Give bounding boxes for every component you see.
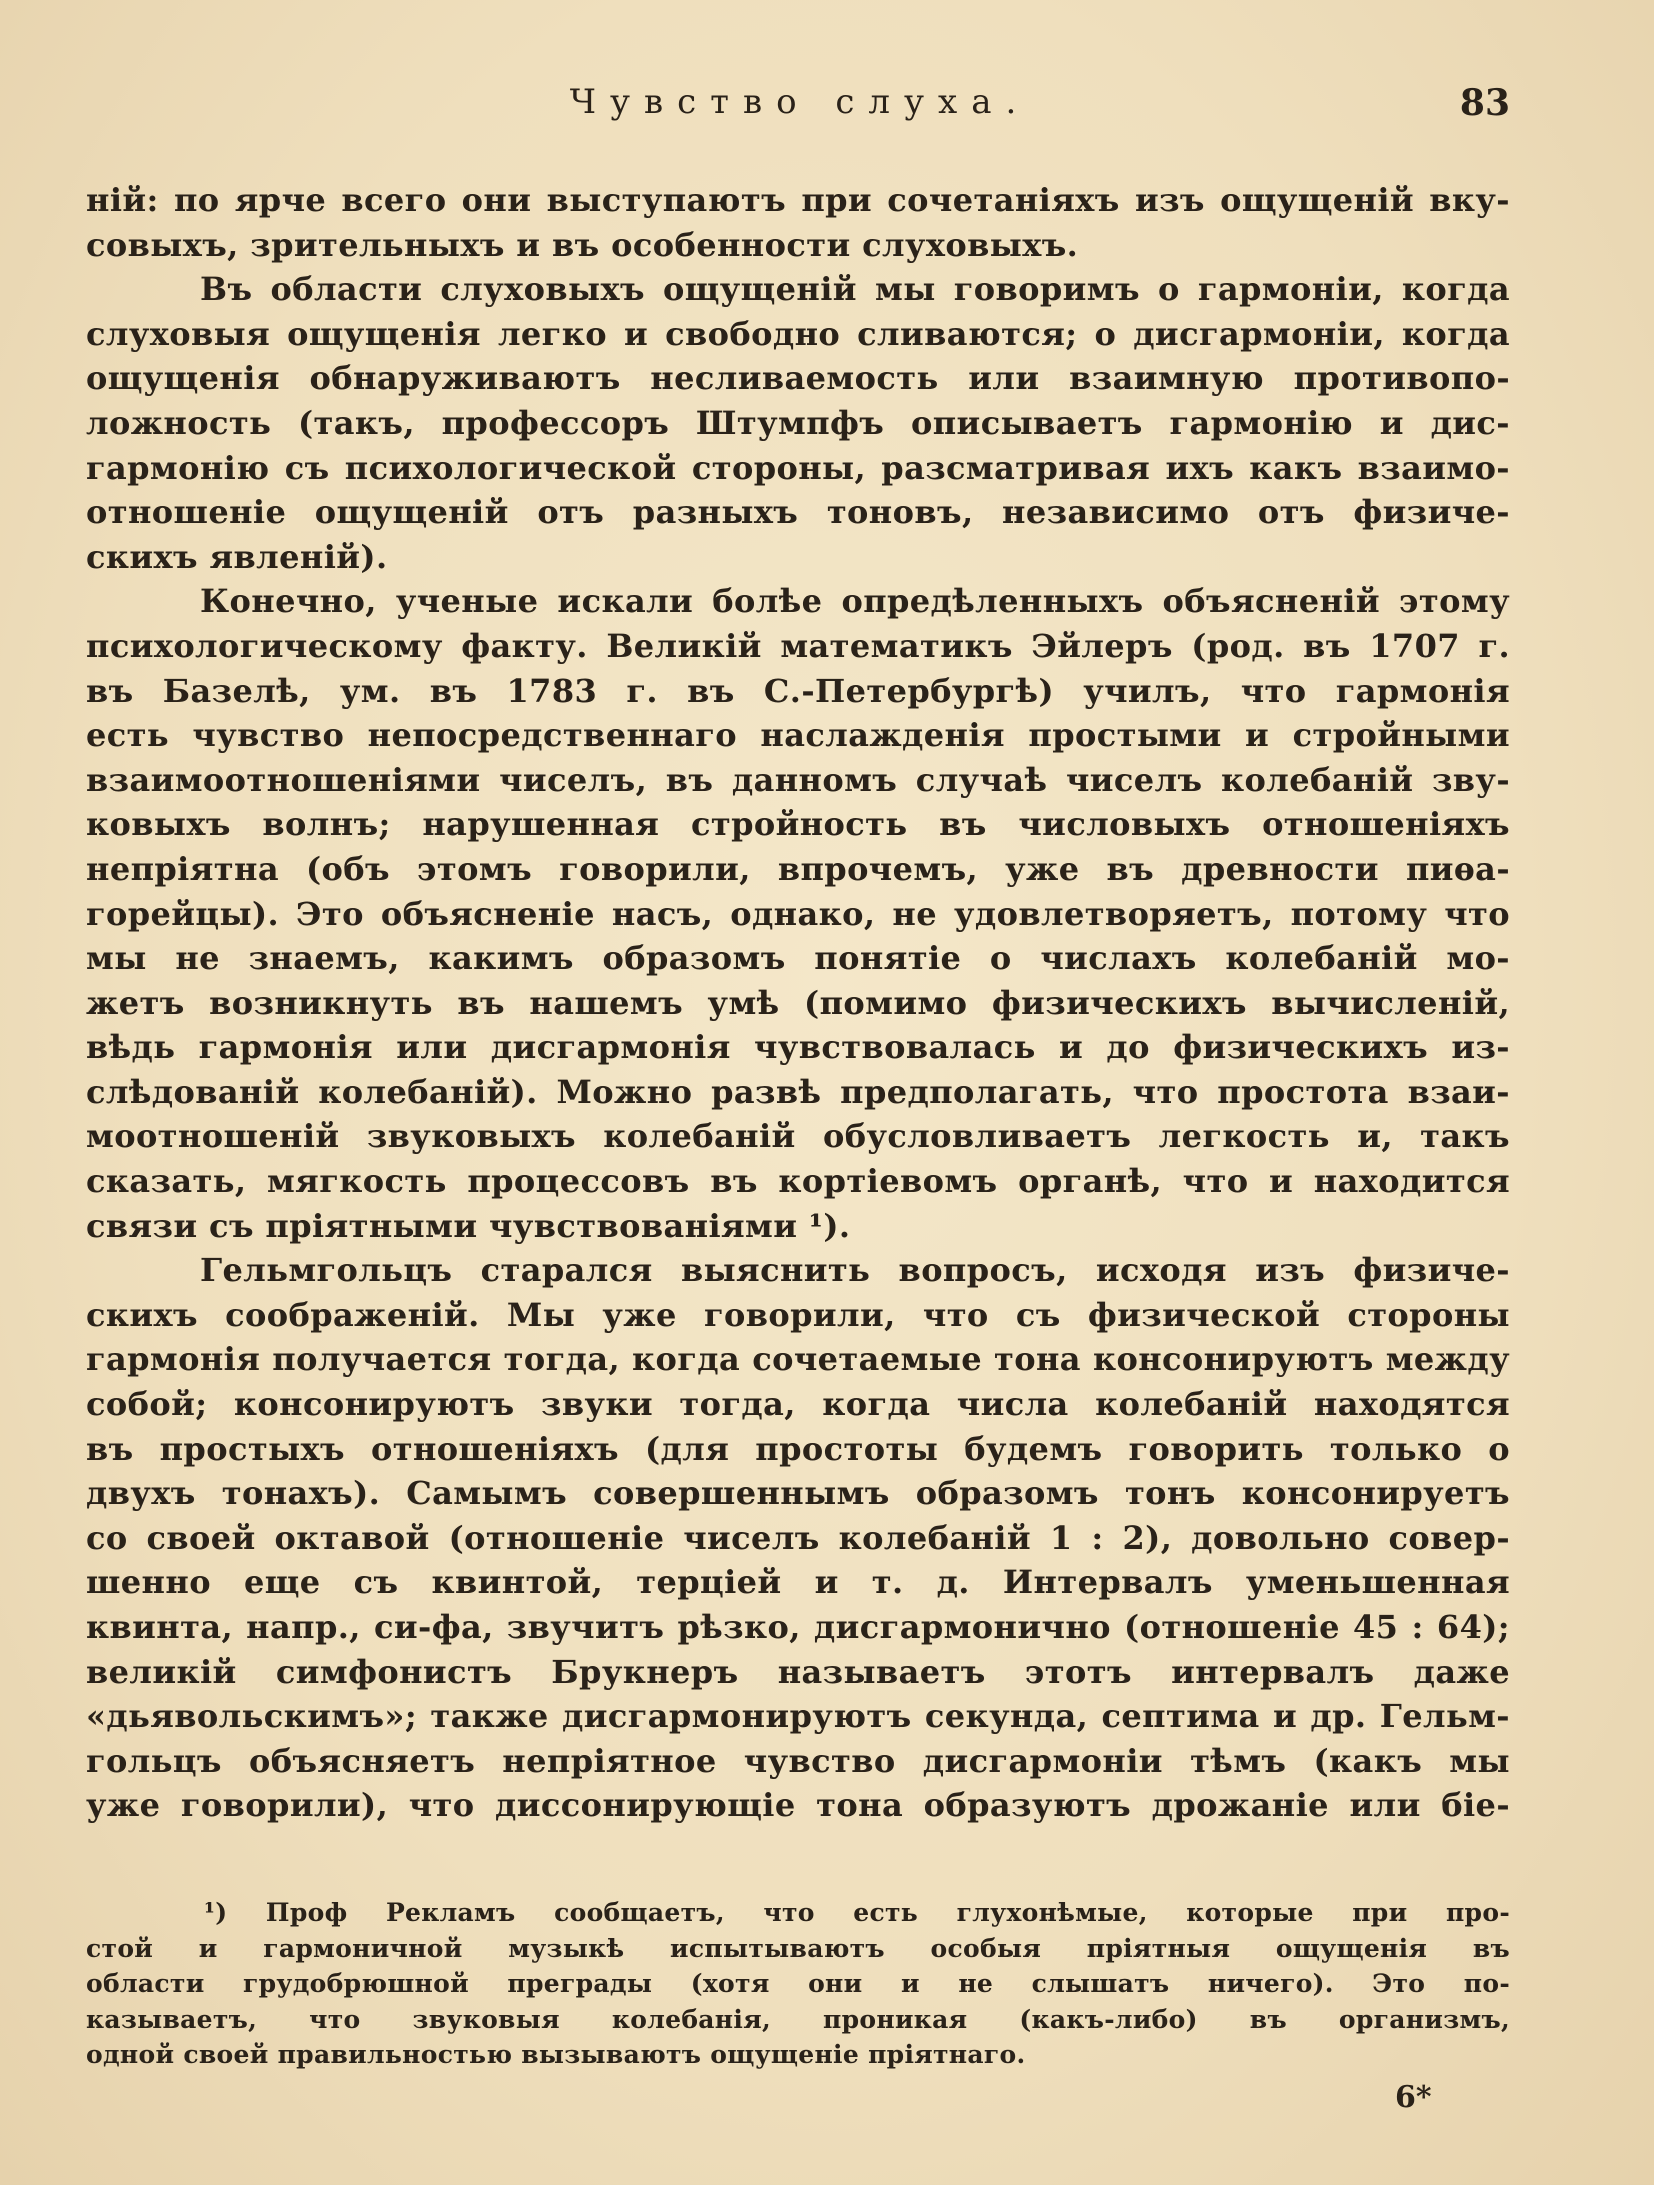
text-line: непріятна (объ этомъ говорили, впрочемъ, уже въ древности пиѳа- bbox=[86, 849, 1510, 888]
text-line: гармонію съ психологической стороны, разсматривая ихъ какъ взаимо- bbox=[86, 448, 1510, 487]
text-line: Конечно, ученые искали болѣе опредѣленныхъ объясненій этому bbox=[200, 582, 1510, 621]
text-line: двухъ тонахъ). Самымъ совершеннымъ образомъ тонъ консонируетъ bbox=[86, 1474, 1510, 1513]
page-header bbox=[90, 82, 1510, 132]
text-line: ложность (такъ, профессоръ Штумпфъ описываетъ гармонію и дис- bbox=[86, 403, 1510, 442]
text-line: совыхъ, зрительныхъ и въ особенности слуховыхъ. bbox=[86, 225, 1079, 264]
footnotes bbox=[86, 1895, 1510, 2073]
text-line: мы не знаемъ, какимъ образомъ понятіе о числахъ колебаній мо- bbox=[86, 939, 1510, 978]
text-line: скихъ явленій). bbox=[86, 537, 388, 576]
text-line: моотношеній звуковыхъ колебаній обусловливаетъ легкость и, такъ bbox=[86, 1117, 1510, 1156]
text-line: слуховыя ощущенія легко и свободно сливаются; о дисгармоніи, когда bbox=[86, 314, 1510, 353]
text-line: «дьявольскимъ»; также дисгармонируютъ секунда, септима и др. Гельм- bbox=[86, 1697, 1510, 1736]
footnote-line: области грудобрюшной преграды (хотя они и не слышатъ ничего). Это по- bbox=[86, 1969, 1510, 1998]
text-line: уже говорили), что диссонирующіе тона образуютъ дрожаніе или біе- bbox=[86, 1786, 1510, 1825]
text-line: психологическому факту. Великій математикъ Эйлеръ (род. въ 1707 г. bbox=[86, 626, 1510, 665]
text-line: Въ области слуховыхъ ощущеній мы говоримъ о гармоніи, когда bbox=[200, 270, 1510, 309]
text-line: со своей октавой (отношеніе чиселъ колебаній 1 : 2), довольно совер- bbox=[86, 1518, 1510, 1557]
text-line: въ простыхъ отношеніяхъ (для простоты будемъ говорить только о bbox=[86, 1429, 1510, 1468]
text-line: отношеніе ощущеній отъ разныхъ тоновъ, независимо отъ физиче- bbox=[86, 493, 1510, 532]
text-line: есть чувство непосредственнаго наслажденія простыми и стройными bbox=[86, 716, 1510, 755]
text-line: сказать, мягкость процессовъ въ кортіевомъ органѣ, что и находится bbox=[86, 1162, 1510, 1201]
text-line: въ Базелѣ, ум. въ 1783 г. въ С.-Петербургѣ) училъ, что гармонія bbox=[86, 671, 1510, 710]
text-line: жетъ возникнуть въ нашемъ умѣ (помимо физическихъ вычисленій, bbox=[86, 983, 1510, 1022]
text-line: ковыхъ волнъ; нарушенная стройность въ числовыхъ отношеніяхъ bbox=[86, 805, 1510, 844]
text-line: Гельмгольцъ старался выяснить вопросъ, исходя изъ физиче- bbox=[200, 1251, 1510, 1290]
text-line: слѣдованій колебаній). Можно развѣ предполагать, что простота взаи- bbox=[86, 1072, 1510, 1111]
text-line: собой; консонируютъ звуки тогда, когда числа колебаній находятся bbox=[86, 1385, 1510, 1424]
text-line: квинта, напр., си-фа, звучитъ рѣзко, дисгармонично (отношеніе 45 : 64); bbox=[86, 1608, 1510, 1646]
signature-mark: 6* bbox=[1395, 2080, 1432, 2115]
text-line: вѣдь гармонія или дисгармонія чувствовалась и до физическихъ из- bbox=[86, 1028, 1510, 1067]
text-line: ній: по ярче всего они выступаютъ при сочетаніяхъ изъ ощущеній вку- bbox=[86, 181, 1510, 219]
text-line: взаимоотношеніями чиселъ, въ данномъ случаѣ чиселъ колебаній зву- bbox=[86, 760, 1510, 799]
text-line: гармонія получается тогда, когда сочетаемые тона консонируютъ между bbox=[86, 1340, 1510, 1379]
footnote-line: стой и гармоничной музыкѣ испытываютъ особыя пріятныя ощущенія въ bbox=[86, 1933, 1510, 1963]
text-line: связи съ пріятными чувствованіями ¹). bbox=[86, 1206, 851, 1245]
text-line: гольцъ объясняетъ непріятное чувство дисгармоніи тѣмъ (какъ мы bbox=[86, 1741, 1510, 1780]
running-title: Чувство слуха. bbox=[569, 82, 1031, 122]
text-line: великій симфонистъ Брукнеръ называетъ этотъ интервалъ даже bbox=[86, 1652, 1510, 1691]
footnote-line: одной своей правильностью вызываютъ ощущеніе пріятнаго. bbox=[86, 2040, 1026, 2069]
text-line: горейцы). Это объясненіе насъ, однако, не удовлетворяетъ, потому что bbox=[86, 894, 1510, 933]
text-line: шенно еще съ квинтой, терціей и т. д. Интервалъ уменьшенная bbox=[86, 1563, 1510, 1602]
page-number: 83 bbox=[1459, 82, 1510, 124]
text-line: ощущенія обнаруживаютъ несливаемость или взаимную противопо- bbox=[86, 359, 1510, 398]
footnote-line: казываетъ, что звуковыя колебанія, проникая (какъ-либо) въ организмъ, bbox=[86, 2004, 1510, 2034]
footnote-line: ¹) Проф Рекламъ сообщаетъ, что есть глухонѣмые, которые при про- bbox=[204, 1898, 1510, 1927]
body-text bbox=[86, 178, 1510, 1828]
text-line: скихъ соображеній. Мы уже говорили, что съ физической стороны bbox=[86, 1295, 1510, 1334]
